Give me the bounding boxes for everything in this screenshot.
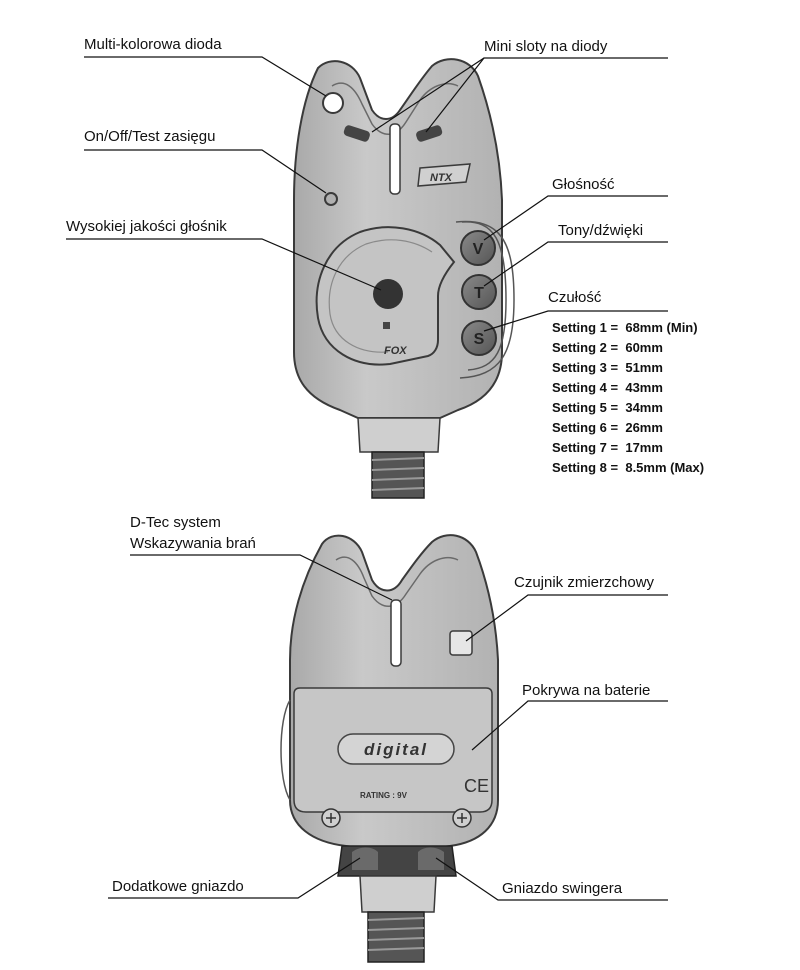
label-extra-socket: Dodatkowe gniazdo (112, 878, 244, 895)
speaker-grille (373, 279, 403, 309)
back-neck (360, 876, 436, 912)
screw-right (453, 809, 471, 827)
back-thread (368, 912, 424, 962)
label-dusk-sensor: Czujnik zmierzchowy (514, 574, 655, 591)
button-v-label: V (472, 241, 484, 258)
setting-value: 51mm (625, 360, 663, 375)
setting-row: Setting 3 = 51mm (552, 360, 663, 375)
label-dtec-line2: Wskazywania brań (130, 535, 256, 552)
setting-label: Setting 7 (552, 440, 607, 455)
setting-label: Setting 8 (552, 460, 607, 475)
on-off-button (325, 193, 337, 205)
setting-value: 68mm (Min) (625, 320, 698, 335)
setting-value: 17mm (625, 440, 663, 455)
label-battery-cover: Pokrywa na baterie (522, 682, 651, 699)
setting-value: 34mm (625, 400, 663, 415)
model-badge (418, 164, 470, 186)
button-s-label: S (473, 331, 485, 348)
label-dtec-line1: D-Tec system (130, 514, 221, 531)
dusk-sensor (450, 631, 472, 655)
screw-left (322, 809, 340, 827)
setting-row: Setting 2 = 60mm (552, 340, 663, 355)
front-device (294, 59, 514, 498)
label-tones: Tony/dźwięki (558, 222, 644, 239)
front-thread (372, 452, 424, 498)
label-multi-led: Multi-kolorowa dioda (84, 36, 222, 53)
setting-value: 8.5mm (Max) (625, 460, 705, 475)
setting-label: Setting 1 (552, 320, 607, 335)
setting-row: Setting 6 = 26mm (552, 420, 663, 435)
rating-text: RATING : 9V (360, 791, 407, 800)
label-sensitivity: Czułość (548, 289, 602, 306)
label-volume: Głośność (552, 176, 615, 193)
button-t-label: T (474, 285, 484, 302)
front-neck (358, 418, 440, 452)
setting-label: Setting 4 (552, 380, 607, 395)
line-slot (390, 124, 400, 194)
button-t (462, 275, 496, 309)
label-swinger-socket: Gniazdo swingera (502, 880, 623, 897)
brand-text: FOX (384, 345, 407, 357)
model-badge-text: NTX (430, 172, 452, 184)
setting-row: Setting 5 = 34mm (552, 400, 663, 415)
label-on-off: On/Off/Test zasięgu (84, 128, 216, 145)
setting-label: Setting 2 (552, 340, 607, 355)
label-mini-slots: Mini sloty na diody (484, 38, 608, 55)
back-line-slot (391, 600, 401, 666)
setting-value: 43mm (625, 380, 663, 395)
button-s (462, 321, 496, 355)
label-speaker: Wysokiej jakości głośnik (66, 218, 227, 235)
setting-row: Setting 4 = 43mm (552, 380, 663, 395)
setting-row: Setting 7 = 17mm (552, 440, 663, 455)
setting-value: 60mm (625, 340, 663, 355)
setting-label: Setting 3 (552, 360, 607, 375)
setting-label: Setting 6 (552, 420, 607, 435)
setting-row: Setting 1 = 68mm (Min) (552, 320, 698, 335)
setting-value: 26mm (625, 420, 663, 435)
ce-mark: CE (464, 776, 490, 796)
setting-row: Setting 8 = 8.5mm (Max) (552, 460, 705, 475)
setting-label: Setting 5 (552, 400, 607, 415)
digital-logo-text: digital (363, 740, 429, 759)
